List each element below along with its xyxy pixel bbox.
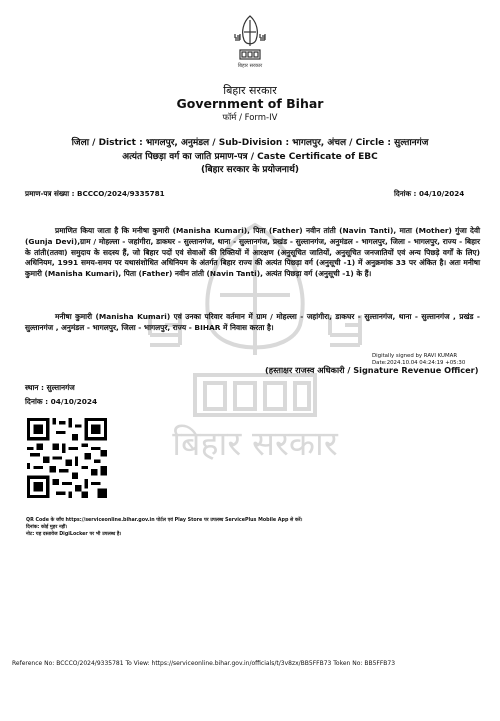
certificate-body-para1 bbox=[25, 226, 480, 280]
emblem-text: बिहार सरकार bbox=[237, 63, 263, 69]
emblem-watermark-text: बिहार सरकार bbox=[172, 424, 338, 464]
note-line1: QR Code के जाँच https://serviceonline.bihar.gov.in पोर्टल एवं Play Store पर उपलब्ध ServicePlus Mobile App से करें। bbox=[26, 518, 303, 523]
certificate-subtitle: (बिहार सरकार के प्रयोजनार्थ) bbox=[201, 165, 299, 175]
govt-english-heading: Government of Bihar bbox=[176, 96, 324, 111]
govt-hindi-heading: बिहार सरकार bbox=[223, 84, 277, 97]
digital-signature-line2: Date:2024.10.04 04:24:19 +05:30 bbox=[372, 360, 466, 367]
certificate-title: अत्यंत पिछड़ा वर्ग का जाति प्रमाण-पत्र / Caste Certificate of EBC bbox=[122, 152, 378, 162]
place-date: दिनांक : 04/10/2024 bbox=[25, 397, 98, 406]
certificate-number-value: BCCCO/2024/9335781 bbox=[76, 189, 165, 198]
certificate-date-value: 04/10/2024 bbox=[418, 189, 465, 198]
body-para2-text: मनीषा कुमारी (Manisha Kumari) एवं उनका परिवार वर्तमान में ग्राम / मोहल्ला - जहांगीरा, डाकघर - सुल्तानगंज, थाना - सुल्तानगंज , प्रखंड - सुल्तानगंज , अनुमंडल - भागलपुर, जिला - भागलपुर, राज्य - BIHAR में निवास करता है। bbox=[25, 312, 480, 332]
signature-title: (हस्ताक्षर राजस्व अधिकारी / Signature Revenue Officer) bbox=[265, 365, 479, 375]
place-label: स्थान : सुल्तानगंज bbox=[25, 383, 75, 392]
certificate-number-label: प्रमाण-पत्र संख्या : bbox=[25, 189, 75, 198]
location-line: जिला / District : भागलपुर, अनुमंडल / Sub-Division : भागलपुर, अंचल / Circle : सुल्तानगंज bbox=[71, 138, 429, 148]
reference-footer: Reference No: BCCCO/2024/9335781 To View: https://serviceonline.bihar.gov.in/officials/t/3v8zx/BB5FFB73 Token No: BB5FFB73 bbox=[12, 660, 396, 667]
certificate-date-label: दिनांक : bbox=[394, 189, 417, 198]
body-para1-text: प्रमाणित किया जाता है कि मनीषा कुमारी (Manisha Kumari), पिता (Father) नवीन तांती (Navin Tanti), माता (Mother) गुंजा देवी (Gunja Devi),ग्राम / मोहल्ला - जहांगीरा, डाकघर - सुल्तानगंज, थाना - सुल्तानगंज, प्रखंड - सुल्तानगंज, अनुमंडल - भागलपुर, जिला - भागलपुर, राज्य - बिहार के तांती(ततवा) समुदाय के सदस्य हैं, जो बिहार पदों एवं सेवाओं की रिक्तियों में आरक्षण (अनुसूचित जातियों, अनुसूचित जनजातियों एवं अन्य पिछड़े वर्गों के लिए) अधिनियम, 1991 समय-समय पर यथासंशोधित अधिनियम के अंतर्गत बिहार राज्य की अत्यंत पिछड़ा वर्ग (अनुसूची -1) में अनुक्रमांक 33 पर अंकित है। अतः मनीषा कुमारी (Manisha Kumari), पिता (Father) नवीन तांती (Navin Tanti), अत्यंत पिछड़ा वर्ग (अनुसूची -1) के हैं। bbox=[25, 226, 480, 279]
digital-signature-line1: Digitally signed by RAVI KUMAR bbox=[372, 353, 458, 359]
certificate-body-para2 bbox=[25, 312, 480, 334]
certificate-number bbox=[25, 189, 165, 199]
note-line3: नोट: यह दस्तावेज DigiLocker पर भी उपलब्ध है। bbox=[26, 532, 122, 537]
certificate-date bbox=[394, 189, 464, 199]
verification-notes bbox=[26, 517, 302, 538]
note-line2: दिनांक: कोई मुहर नहीं। bbox=[26, 525, 68, 530]
form-label: फॉर्म / Form-IV bbox=[222, 113, 278, 123]
qr-code bbox=[27, 418, 107, 498]
bihar-emblem bbox=[233, 12, 267, 70]
